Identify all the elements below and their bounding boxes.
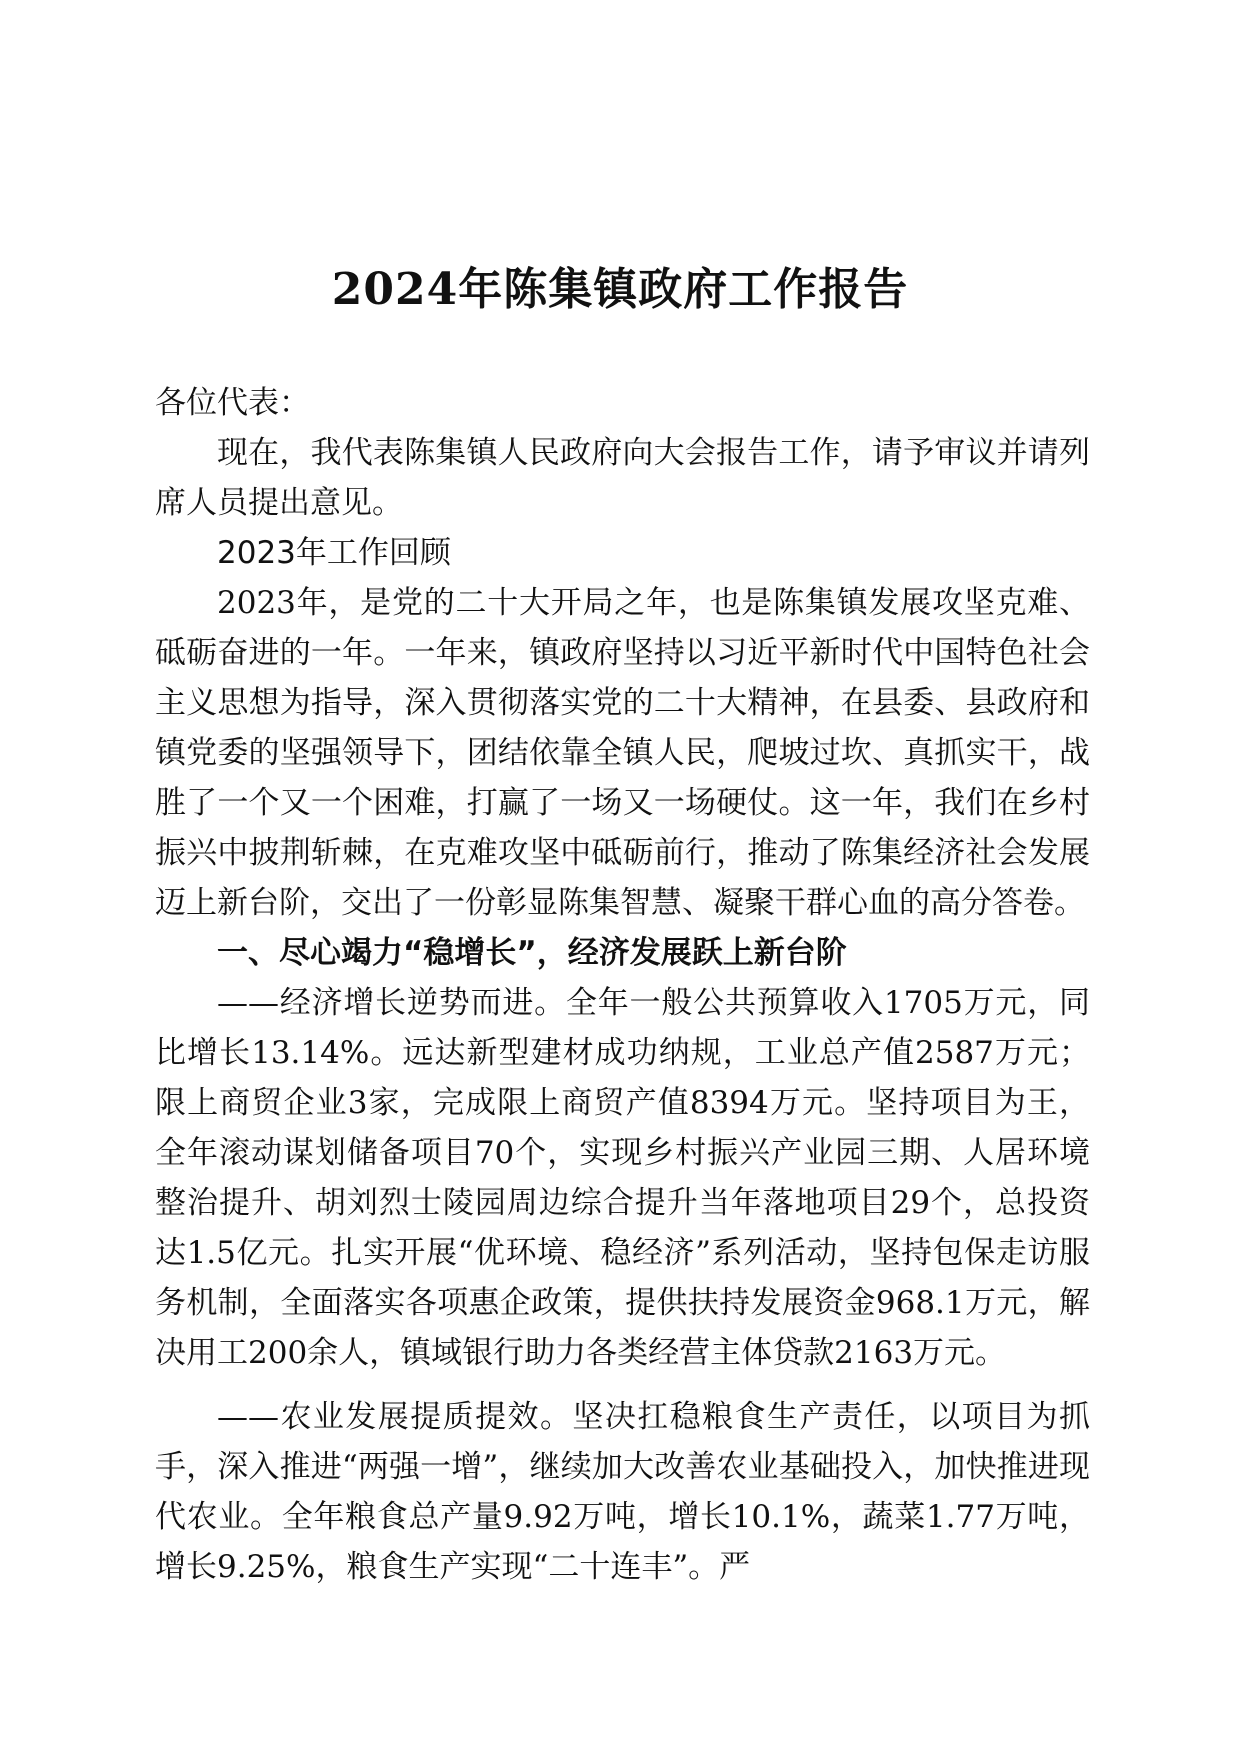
agriculture-paragraph: ——农业发展提质提效。坚决扛稳粮食生产责任，以项目为抓手，深入推进“两强一增”，继续加大改善农业基础投入，加快推进现代农业。全年粮食总产量9.92万吨，增长10.1%，蔬菜1.77万吨，增长9.25%，粮食生产实现“二十连丰”。严: [155, 1399, 1090, 1585]
document-title: 2024年陈集镇政府工作报告: [331, 264, 909, 315]
salutation: 各位代表：: [155, 385, 310, 421]
document-body: [155, 378, 1090, 1592]
intro-paragraph: 现在，我代表陈集镇人民政府向大会报告工作，请予审议并请列席人员提出意见。: [155, 435, 1090, 521]
review-paragraph: 2023年，是党的二十大开局之年，也是陈集镇发展攻坚克难、砥砺奋进的一年。一年来，镇政府坚持以习近平新时代中国特色社会主义思想为指导，深入贯彻落实党的二十大精神，在县委、县政府和镇党委的坚强领导下，团结依靠全镇人民，爬坡过坎、真抓实干，战胜了一个又一个困难，打赢了一场又一场硬仗。这一年，我们在乡村振兴中披荆斩棘，在克难攻坚中砥砺前行，推动了陈集经济社会发展迈上新台阶，交出了一份彰显陈集智慧、凝聚干群心血的高分答卷。: [155, 585, 1090, 921]
review-heading: 2023年工作回顾: [217, 535, 451, 571]
economy-paragraph: ——经济增长逆势而进。全年一般公共预算收入1705万元，同比增长13.14%。远达新型建材成功纳规，工业总产值2587万元；限上商贸企业3家，完成限上商贸产值8394万元。坚持项目为王，全年滚动谋划储备项目70个，实现乡村振兴产业园三期、人居环境整治提升、胡刘烈士陵园周边综合提升当年落地项目29个，总投资达1.5亿元。扎实开展“优环境、稳经济”系列活动，坚持包保走访服务机制，全面落实各项惠企政策，提供扶持发展资金968.1万元，解决用工200余人，镇域银行助力各类经营主体贷款2163万元。: [155, 985, 1090, 1371]
section-one-heading: 一、尽心竭力“稳增长”，经济发展跃上新台阶: [217, 935, 847, 971]
